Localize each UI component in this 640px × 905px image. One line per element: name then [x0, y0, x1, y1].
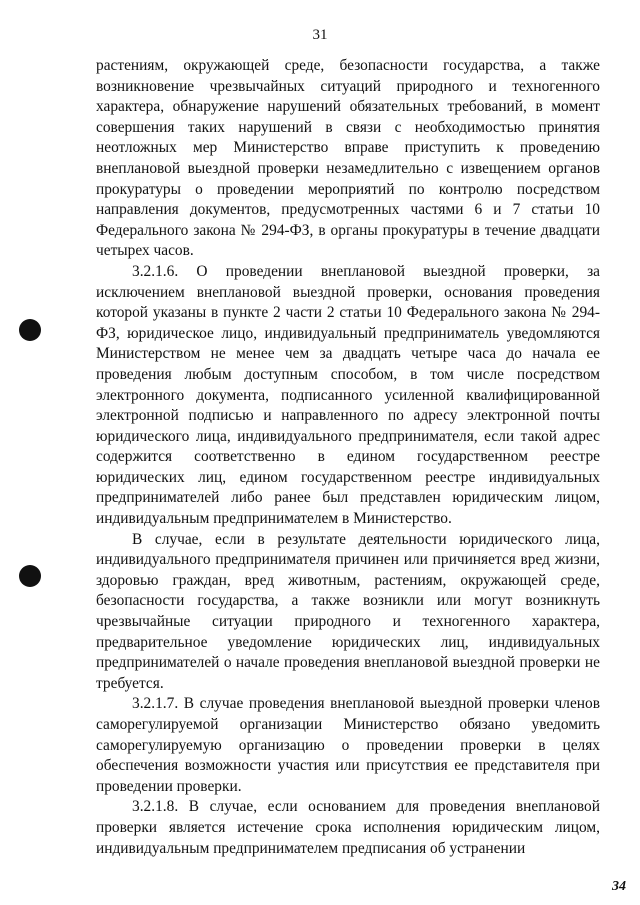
paragraph-continuation: растениям, окружающей среде, безопасности государства, а также возникновение чрезвычайных ситуаций природного и техногенного характера, обнаружение нарушений обязательных требований, в момент совершения таких нарушений в связи с необходимостью принятия неотложных мер Министерство вправе приступить к проведению внеплановой выездной проверки незамедлительно с извещением органов прокуратуры о проведении мероприятий по контролю посредством направления документов, предусмотренных частями 6 и 7 статьи 10 Федерального закона № 294-ФЗ, в органы прокуратуры в течение двадцати четырех часов.: [96, 57, 600, 260]
paragraph-3-2-1-7: 3.2.1.7. В случае проведения внеплановой выездной проверки членов саморегулируемой организации Министерство обязано уведомить саморегулируемую организацию о проведении проверки в целях обеспечения возможности участия или присутствия ее представителя при проведении проверки.: [96, 695, 600, 795]
paragraph-3-2-1-6: 3.2.1.6. О проведении внеплановой выездной проверки, за исключением внеплановой выездной проверки, основания проведения которой указаны в пункте 2 части 2 статьи 10 Федерального закона № 294-ФЗ, юридическое лицо, индивидуальный предприниматель уведомляются Министерством не менее чем за двадцать четыре часа до начала ее проведения любым доступным способом, в том числе посредством электронного документа, подписанного усиленной квалифицированной электронной подписью и направленного по адресу электронной почты юридического лица, индивидуального предпринимателя, если такой адрес содержится соответственно в едином государственном реестре юридических лиц, едином государственном реестре индивидуальных предпринимателей либо ранее был представлен юридическим лицом, индивидуальным предпринимателем в Министерство.: [96, 262, 600, 528]
document-body: [96, 56, 600, 859]
punch-hole-icon: [19, 319, 41, 341]
paragraph-3-2-1-8: 3.2.1.8. В случае, если основанием для проведения внеплановой проверки является истечение срока исполнения юридическим лицом, индивидуальным предпринимателем предписания об устранении: [96, 798, 600, 857]
punch-hole-icon: [19, 565, 41, 587]
handwritten-page-mark: 34: [612, 879, 626, 894]
page-number: 31: [312, 27, 328, 43]
paragraph-exception: В случае, если в результате деятельности юридического лица, индивидуального предпринимателя причинен или причиняется вред жизни, здоровью граждан, вред животным, растениям, окружающей среде, безопасности государства, а также возникли или могут возникнуть чрезвычайные ситуации природного и техногенного характера, предварительное уведомление юридических лиц, индивидуальных предпринимателей о начале проведения внеплановой выездной проверки не требуется.: [96, 530, 600, 692]
